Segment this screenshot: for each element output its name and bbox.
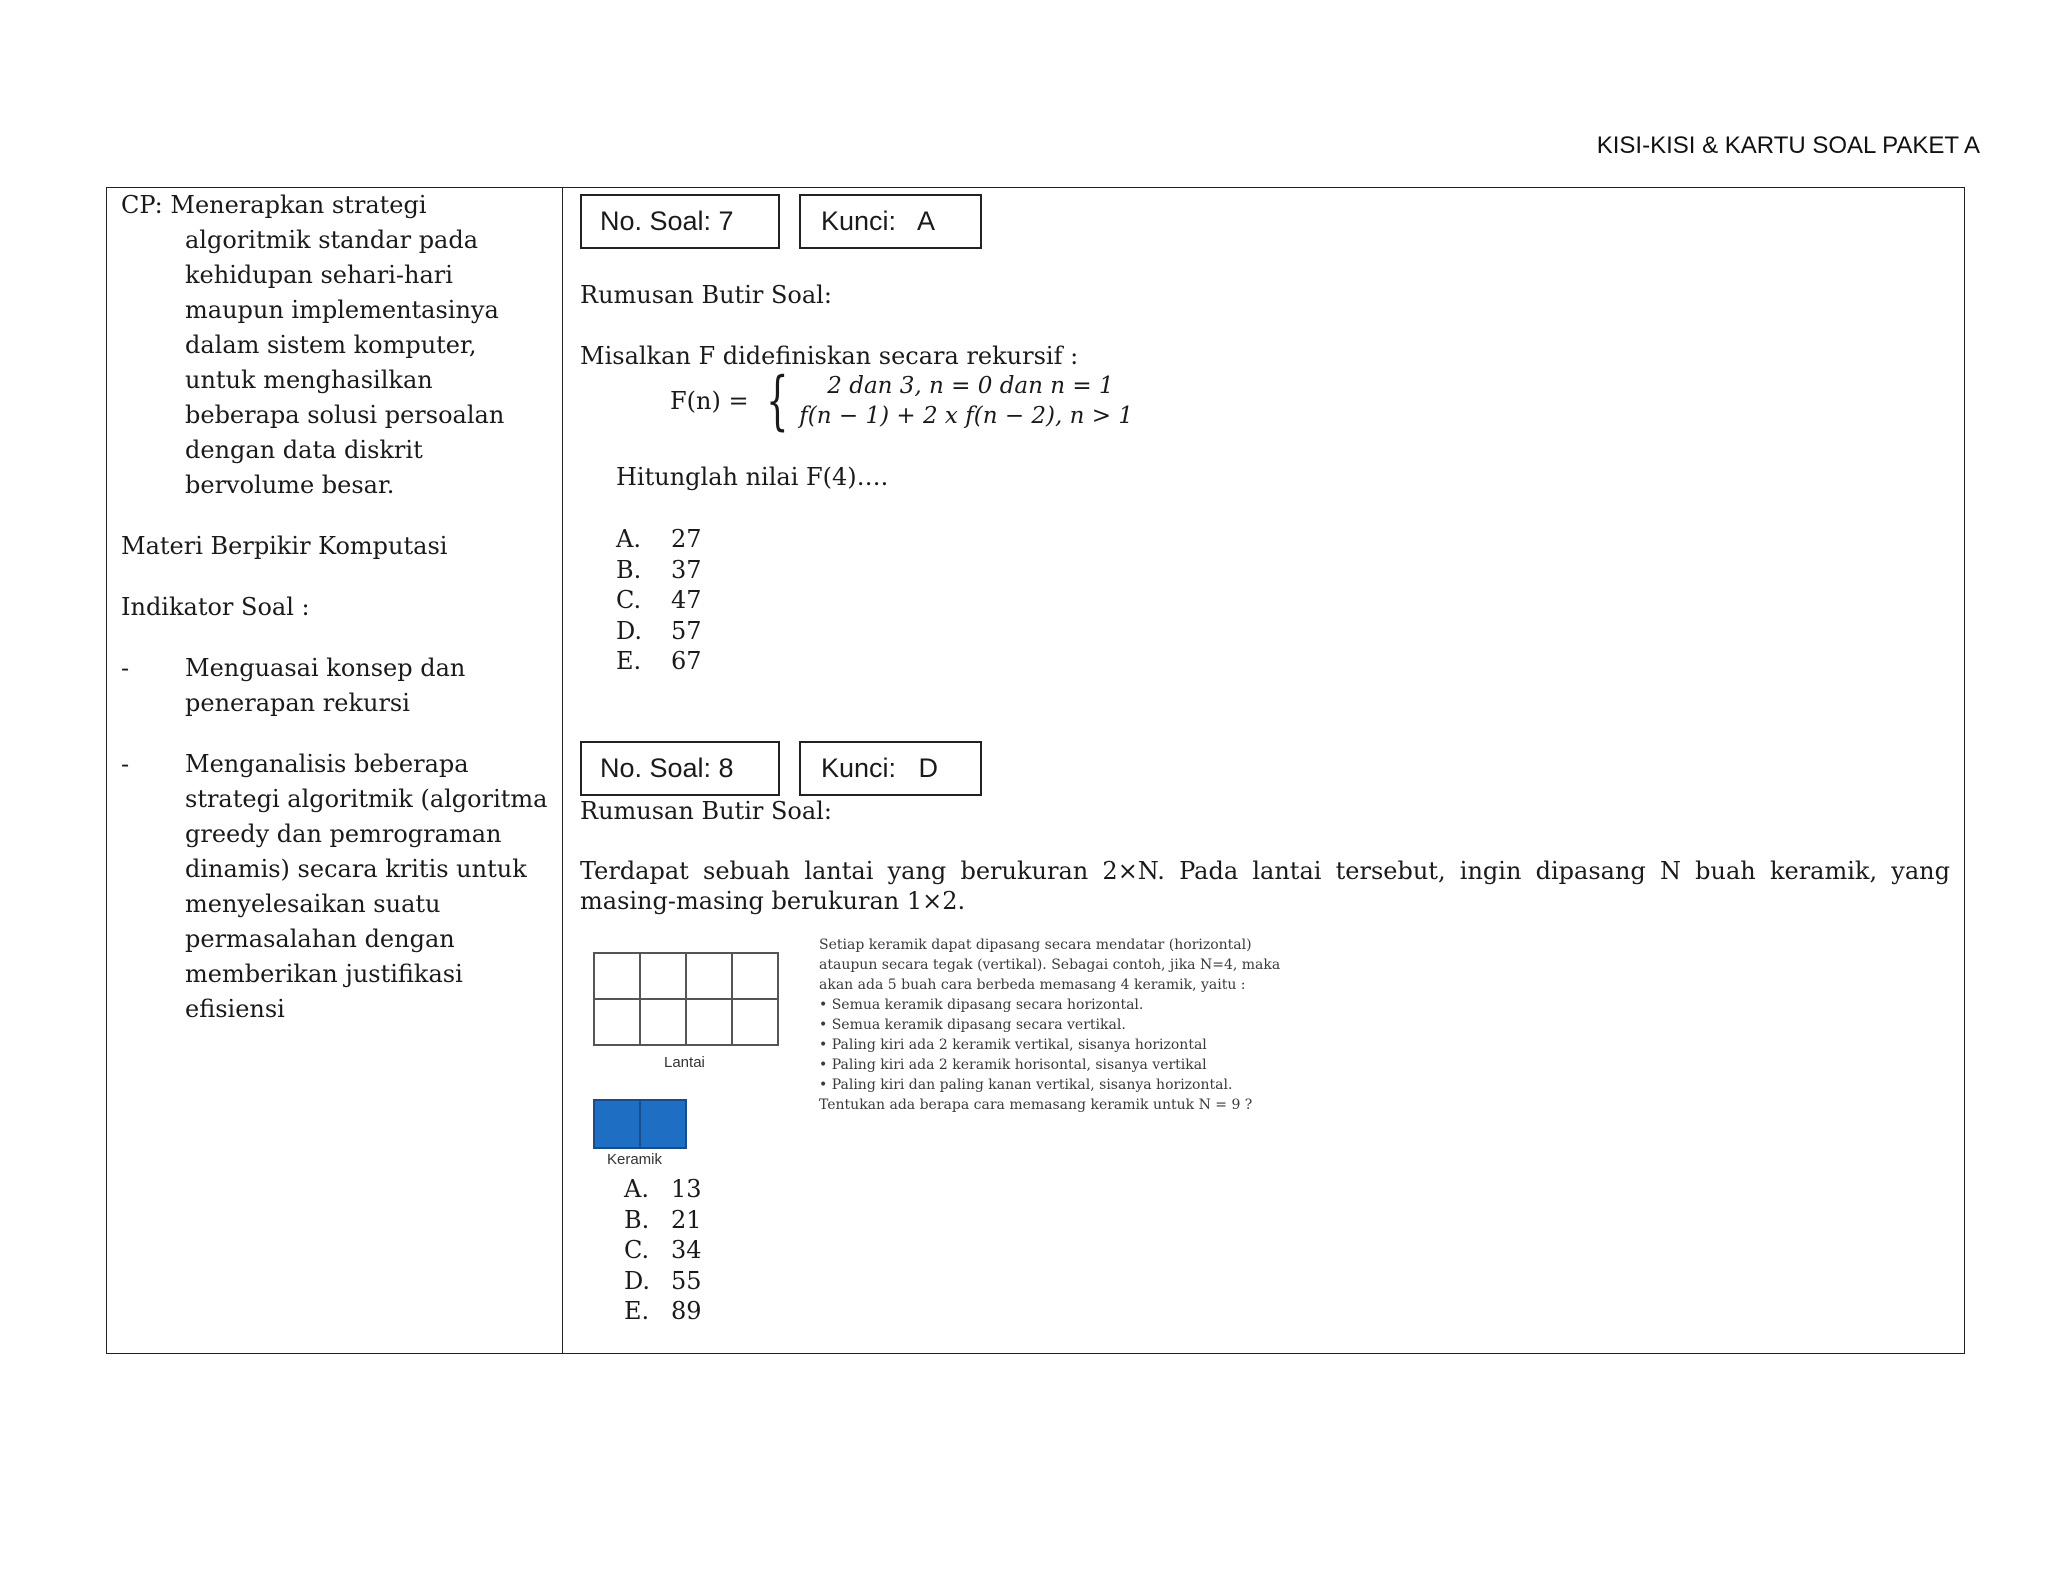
floor-cell <box>685 998 733 1046</box>
option-item: B. 21 <box>624 1205 702 1234</box>
note-item: • Semua keramik dipasang secara horizontal. <box>819 997 1144 1013</box>
option-item: C. 34 <box>624 1236 702 1264</box>
note-item: • Paling kiri ada 2 keramik horisontal, sisanya vertikal <box>819 1057 1207 1073</box>
q8-question-text: Terdapat sebuah lantai yang berukuran 2×N. Pada lantai tersebut, ingin dipasang N buah keramik, yang masing-masing berukuran 1×2. <box>580 857 1950 915</box>
note-question: Tentukan ada berapa cara memasang keramik untuk N = 9 ? <box>819 1097 1253 1113</box>
floor-cell <box>639 998 687 1046</box>
q7-intro-text: Misalkan F didefiniskan secara rekursif : <box>580 342 1079 370</box>
q7-question-text: Hitunglah nilai F(4)…. <box>616 463 889 491</box>
page-header-title: KISI-KISI & KARTU SOAL PAKET A <box>1596 132 1980 159</box>
formula-function: F(n) = <box>670 387 749 415</box>
indikator-item: - Menguasai konsep dan penerapan rekursi <box>121 651 551 721</box>
keramik-tile-half <box>593 1099 641 1149</box>
formula-case-base: 2 dan 3, n = 0 dan n = 1 <box>827 373 1114 399</box>
q8-answer-key-box: Kunci: D <box>799 741 982 796</box>
note-item: • Paling kiri dan paling kanan vertikal, sisanya horizontal. <box>819 1077 1233 1093</box>
formula-case-recursive: f(n − 1) + 2 x f(n − 2), n > 1 <box>799 403 1133 429</box>
q7-answer-key-box: Kunci: A <box>799 194 982 249</box>
q7-header-boxes <box>580 194 982 249</box>
option-item: A. 27 <box>616 525 702 553</box>
question-card <box>106 187 1965 1354</box>
q8-number-box: No. Soal: 8 <box>580 741 780 796</box>
q8-rumusan-label: Rumusan Butir Soal: <box>580 797 832 825</box>
formula-brace: { <box>765 364 789 438</box>
note-item: • Paling kiri ada 2 keramik vertikal, sisanya horizontal <box>819 1037 1207 1053</box>
q7-number-box: No. Soal: 7 <box>580 194 780 249</box>
q7-rumusan-label: Rumusan Butir Soal: <box>580 281 832 309</box>
q8-figure-note <box>819 935 1289 1115</box>
floor-cell <box>593 998 641 1046</box>
keramik-label: Keramik <box>607 1151 663 1168</box>
materi-label: Materi Berpikir Komputasi <box>121 532 448 560</box>
column-divider <box>562 188 563 1353</box>
q7-recursive-formula <box>670 364 1133 438</box>
kisi-kisi-column <box>121 188 551 1027</box>
floor-cell <box>639 952 687 1000</box>
q7-options <box>616 524 702 677</box>
indikator-text: Menguasai konsep dan penerapan rekursi <box>185 654 466 717</box>
option-item: A. 13 <box>624 1175 702 1203</box>
indikator-item: - Menganalisis beberapa strategi algoritmik (algoritma greedy dan pemrograman dinamis) secara kritis untuk menyelesaikan suatu permasalahan dengan memberikan justifikasi efisiensi <box>121 747 551 1027</box>
option-item: D. 57 <box>616 616 702 645</box>
keramik-tile-half <box>639 1099 687 1149</box>
floor-cell <box>593 952 641 1000</box>
option-item: B. 37 <box>616 555 702 584</box>
capaian-pembelajaran: CP: Menerapkan strategi algoritmik standar pada kehidupan sehari-hari maupun implementasinya dalam sistem komputer, untuk menghasilkan beberapa solusi persoalan dengan data diskrit bervolume besar. <box>121 191 505 499</box>
note-intro: Setiap keramik dapat dipasang secara mendatar (horizontal) ataupun secara tegak (vertikal). Sebagai contoh, jika N=4, maka akan ada 5 buah cara berbeda memasang 4 keramik, yaitu : <box>819 937 1281 993</box>
lantai-label: Lantai <box>664 1054 705 1071</box>
floor-cell <box>731 952 779 1000</box>
option-item: E. 67 <box>616 647 702 675</box>
indikator-label: Indikator Soal : <box>121 593 310 621</box>
formula-cases <box>799 371 1133 431</box>
floor-cell <box>731 998 779 1046</box>
option-item: D. 55 <box>624 1266 702 1295</box>
option-item: E. 89 <box>624 1297 702 1325</box>
q8-options <box>624 1174 702 1327</box>
floor-cell <box>685 952 733 1000</box>
note-item: • Semua keramik dipasang secara vertikal. <box>819 1017 1126 1033</box>
q8-header-boxes <box>580 741 982 796</box>
indikator-text: Menganalisis beberapa strategi algoritmik (algoritma greedy dan pemrograman dinamis) secara kritis untuk menyelesaikan suatu permasalahan dengan memberikan justifikasi efisiensi <box>185 750 548 1023</box>
option-item: C. 47 <box>616 586 702 614</box>
